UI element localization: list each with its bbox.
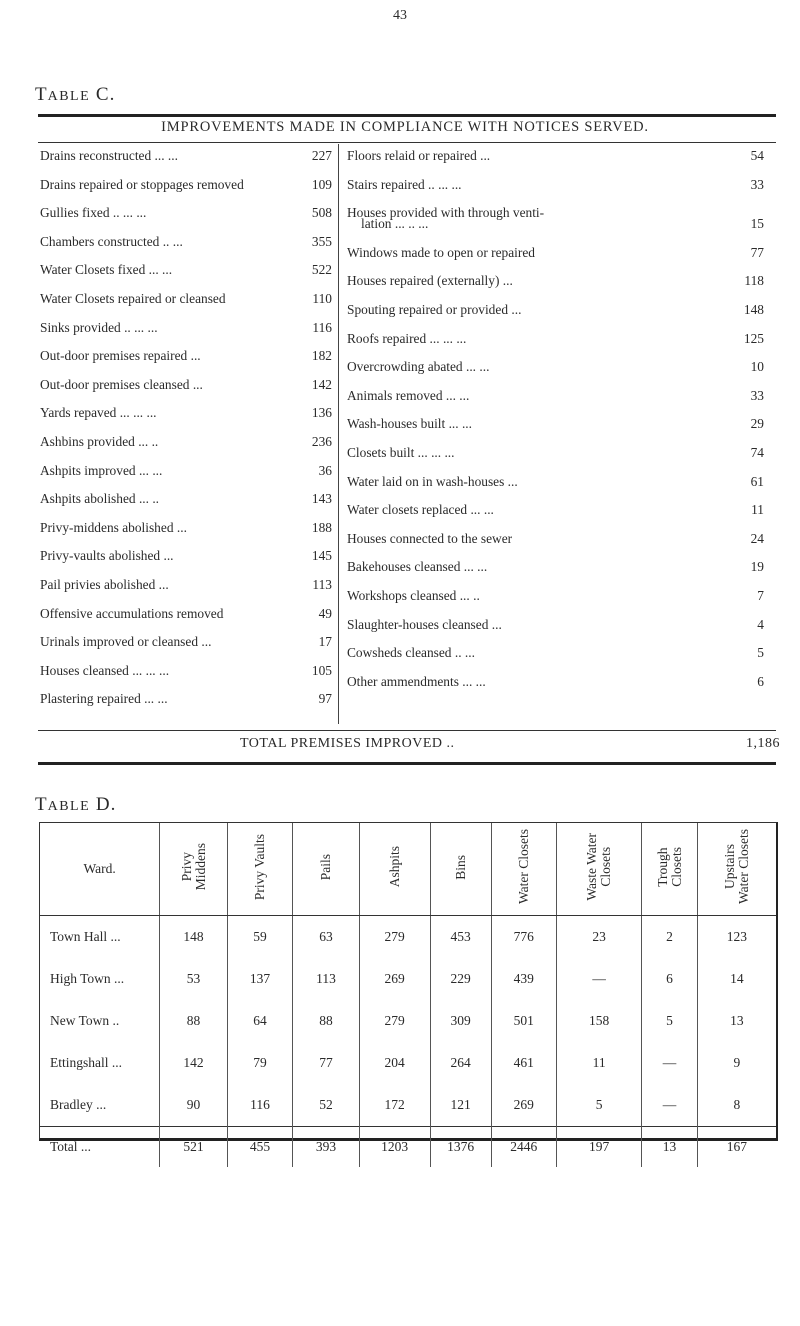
column-header bbox=[491, 823, 556, 916]
column-header-text: Privy Middens bbox=[178, 843, 208, 891]
list-item bbox=[347, 585, 764, 607]
table-cell: 142 bbox=[160, 1042, 228, 1084]
column-header bbox=[359, 823, 430, 916]
table-c-bottom-rule bbox=[38, 762, 776, 765]
item-label: Pail privies abolished ... bbox=[40, 577, 169, 592]
table-cell: 5 bbox=[556, 1084, 641, 1127]
ward-cell: Bradley ... bbox=[50, 1097, 107, 1112]
table-cell: 8 bbox=[697, 1084, 776, 1127]
item-label: Offensive accumulations removed bbox=[40, 605, 224, 621]
item-value: 29 bbox=[750, 416, 764, 432]
item-label: Windows made to open or repaired bbox=[347, 244, 535, 260]
item-value: 17 bbox=[318, 634, 332, 650]
item-label: Overcrowding abated ... ... bbox=[347, 359, 490, 375]
column-header-text: Pails bbox=[317, 853, 333, 881]
item-value: 113 bbox=[312, 577, 332, 592]
table-cell: 461 bbox=[491, 1042, 556, 1084]
table-cell: 79 bbox=[227, 1042, 292, 1084]
item-label: Water laid on in wash-houses ... bbox=[347, 473, 518, 489]
item-value: 10 bbox=[750, 359, 764, 375]
list-item bbox=[347, 145, 764, 167]
table-cell: 52 bbox=[293, 1084, 360, 1127]
item-value: 15 bbox=[750, 216, 764, 232]
list-item bbox=[40, 574, 332, 596]
item-label: Ashpits abolished ... .. bbox=[40, 491, 160, 507]
table-row bbox=[40, 916, 776, 959]
item-value: 236 bbox=[311, 434, 332, 449]
list-item bbox=[347, 642, 764, 664]
table-cell: 13 bbox=[697, 1000, 776, 1042]
list-item bbox=[347, 202, 764, 232]
list-item bbox=[347, 328, 764, 350]
table-d-label: TABLE D. bbox=[35, 794, 117, 815]
table-cell: 63 bbox=[293, 916, 360, 959]
table-cell: 279 bbox=[359, 916, 430, 959]
item-value: 7 bbox=[757, 588, 764, 603]
list-item bbox=[347, 528, 764, 550]
list-item bbox=[347, 471, 764, 493]
table-cell: 393 bbox=[293, 1127, 360, 1168]
list-item bbox=[40, 545, 332, 567]
list-item bbox=[40, 174, 332, 196]
table-c-header-rule bbox=[38, 142, 776, 143]
item-label: Spouting repaired or provided ... bbox=[347, 302, 522, 317]
table-cell: 11 bbox=[556, 1042, 641, 1084]
item-value: 355 bbox=[311, 233, 332, 249]
table-cell: 439 bbox=[491, 958, 556, 1000]
item-value: 143 bbox=[311, 491, 332, 507]
column-header bbox=[227, 823, 292, 916]
table-cell: 88 bbox=[293, 1000, 360, 1042]
column-header-text: Ashpits bbox=[386, 846, 402, 888]
item-label: Out-door premises cleansed ... bbox=[40, 376, 203, 392]
item-label: Houses repaired (externally) ... bbox=[347, 273, 513, 289]
item-label: Other ammendments ... ... bbox=[347, 673, 486, 689]
table-cell: 123 bbox=[697, 916, 776, 959]
list-item bbox=[347, 614, 764, 636]
list-item bbox=[347, 671, 764, 693]
table-c-label: TABLE C. bbox=[35, 84, 116, 105]
item-label: Bakehouses cleansed ... ... bbox=[347, 559, 488, 575]
item-value: 118 bbox=[744, 273, 764, 289]
ward-cell: Town Hall ... bbox=[50, 929, 121, 944]
item-value: 110 bbox=[312, 291, 332, 306]
table-cell: 453 bbox=[430, 916, 491, 959]
list-item bbox=[347, 499, 764, 521]
column-header bbox=[556, 823, 641, 916]
item-label: Plastering repaired ... ... bbox=[40, 691, 168, 707]
table-row bbox=[40, 1084, 776, 1127]
list-item bbox=[347, 442, 764, 464]
list-item bbox=[40, 517, 332, 539]
item-value: 24 bbox=[750, 530, 764, 546]
table-cell: 90 bbox=[160, 1084, 228, 1127]
item-label: Houses cleansed ... ... ... bbox=[40, 662, 170, 678]
item-value: 33 bbox=[750, 176, 764, 192]
item-label: Out-door premises repaired ... bbox=[40, 348, 201, 364]
item-value: 19 bbox=[750, 559, 764, 575]
item-value: 77 bbox=[750, 244, 764, 260]
table-cell: 501 bbox=[491, 1000, 556, 1042]
item-label: Ashbins provided ... .. bbox=[40, 434, 159, 449]
table-cell: 137 bbox=[227, 958, 292, 1000]
ward-cell: High Town ... bbox=[50, 971, 125, 986]
item-value: 142 bbox=[311, 376, 332, 392]
item-label: Water Closets repaired or cleansed bbox=[40, 291, 226, 306]
column-header-text: Water Closets bbox=[515, 829, 531, 905]
ward-cell: Ettingshall ... bbox=[50, 1055, 122, 1070]
column-header bbox=[642, 823, 697, 916]
column-header-text: Bins bbox=[452, 854, 468, 880]
table-cell: 1376 bbox=[430, 1127, 491, 1168]
item-label: Wash-houses built ... ... bbox=[347, 416, 473, 432]
table-c-column-divider bbox=[338, 144, 339, 724]
item-label-continued: lation ... .. ... bbox=[361, 216, 429, 232]
list-item bbox=[347, 356, 764, 378]
column-header-text: Trough Closets bbox=[654, 847, 684, 887]
item-value: 36 bbox=[318, 462, 332, 478]
column-header bbox=[430, 823, 491, 916]
table-cell: 264 bbox=[430, 1042, 491, 1084]
table-cell: 269 bbox=[491, 1084, 556, 1127]
item-label: Workshops cleansed ... .. bbox=[347, 588, 480, 603]
total-premises-value: 1,186 bbox=[746, 736, 780, 751]
column-header: Ward. bbox=[40, 823, 160, 916]
ward-cell: Total ... bbox=[40, 1127, 160, 1168]
table-row bbox=[40, 1042, 776, 1084]
item-label: Privy-middens abolished ... bbox=[40, 519, 187, 535]
item-label: Gullies fixed .. ... ... bbox=[40, 205, 147, 221]
item-label: Slaughter-houses cleansed ... bbox=[347, 616, 502, 632]
item-label: Drains repaired or stoppages removed bbox=[40, 176, 244, 192]
table-cell: 172 bbox=[359, 1084, 430, 1127]
table-total-row bbox=[40, 1127, 776, 1168]
table-cell: 167 bbox=[697, 1127, 776, 1168]
list-item bbox=[40, 603, 332, 625]
total-premises-label: TOTAL PREMISES IMPROVED .. bbox=[240, 736, 455, 751]
item-label: Closets built ... ... ... bbox=[347, 445, 455, 460]
item-value: 125 bbox=[743, 330, 764, 346]
item-value: 61 bbox=[750, 473, 764, 489]
table-cell: 204 bbox=[359, 1042, 430, 1084]
table-cell: 6 bbox=[642, 958, 697, 1000]
table-cell: 309 bbox=[430, 1000, 491, 1042]
list-item bbox=[347, 242, 764, 264]
table-cell: — bbox=[642, 1042, 697, 1084]
list-item bbox=[347, 385, 764, 407]
item-value: 109 bbox=[311, 176, 332, 192]
column-header bbox=[160, 823, 228, 916]
list-item bbox=[40, 231, 332, 253]
list-item bbox=[40, 688, 332, 710]
table-cell: — bbox=[642, 1084, 697, 1127]
column-header-text: Privy Vaults bbox=[252, 833, 267, 901]
table-cell: — bbox=[556, 958, 641, 1000]
item-label: Urinals improved or cleansed ... bbox=[40, 634, 212, 650]
ward-cell: New Town .. bbox=[50, 1013, 120, 1028]
list-item bbox=[40, 145, 332, 167]
item-label: Houses provided with through venti- bbox=[347, 205, 545, 221]
item-value: 5 bbox=[757, 645, 764, 661]
table-cell: 1203 bbox=[359, 1127, 430, 1168]
list-item bbox=[40, 288, 332, 310]
list-item bbox=[40, 259, 332, 281]
item-value: 136 bbox=[311, 405, 332, 421]
item-label: Roofs repaired ... ... ... bbox=[347, 330, 467, 346]
list-item bbox=[40, 402, 332, 424]
table-cell: 77 bbox=[293, 1042, 360, 1084]
table-cell: 23 bbox=[556, 916, 641, 959]
column-header bbox=[293, 823, 360, 916]
item-label: Water closets replaced ... ... bbox=[347, 502, 494, 518]
list-item bbox=[40, 345, 332, 367]
list-item bbox=[40, 317, 332, 339]
table-cell: 2 bbox=[642, 916, 697, 959]
item-value: 97 bbox=[318, 691, 332, 707]
item-label: Animals removed ... ... bbox=[347, 387, 470, 403]
item-label: Houses connected to the sewer bbox=[347, 530, 513, 546]
item-label: Ashpits improved ... ... bbox=[40, 462, 163, 478]
table-row bbox=[40, 958, 776, 1000]
table-cell: 14 bbox=[697, 958, 776, 1000]
table-cell: 158 bbox=[556, 1000, 641, 1042]
item-label: Drains reconstructed ... ... bbox=[40, 148, 178, 163]
list-item bbox=[347, 174, 764, 196]
table-cell: 279 bbox=[359, 1000, 430, 1042]
item-value: 4 bbox=[757, 616, 764, 632]
table-cell: 455 bbox=[227, 1127, 292, 1168]
item-value: 116 bbox=[312, 319, 332, 335]
item-value: 11 bbox=[751, 502, 764, 518]
list-item bbox=[40, 660, 332, 682]
item-label: Floors relaid or repaired ... bbox=[347, 148, 491, 163]
table-cell: 2446 bbox=[491, 1127, 556, 1168]
item-label: Sinks provided .. ... ... bbox=[40, 319, 158, 335]
item-label: Chambers constructed .. ... bbox=[40, 233, 183, 249]
table-cell: 229 bbox=[430, 958, 491, 1000]
table-cell: 64 bbox=[227, 1000, 292, 1042]
table-c-top-rule bbox=[38, 114, 776, 117]
item-value: 227 bbox=[311, 148, 332, 163]
list-item bbox=[347, 270, 764, 292]
item-value: 74 bbox=[750, 445, 764, 460]
table-cell: 53 bbox=[160, 958, 228, 1000]
item-label: Cowsheds cleansed .. ... bbox=[347, 645, 475, 661]
list-item bbox=[40, 374, 332, 396]
item-value: 33 bbox=[750, 387, 764, 403]
table-row bbox=[40, 1000, 776, 1042]
list-item bbox=[347, 556, 764, 578]
column-header-text: Waste Water Closets bbox=[584, 833, 614, 901]
item-label: Stairs repaired .. ... ... bbox=[347, 176, 462, 192]
item-label: Yards repaved ... ... ... bbox=[40, 405, 157, 421]
table-d-header-row bbox=[40, 823, 776, 916]
list-item bbox=[347, 413, 764, 435]
list-item bbox=[40, 431, 332, 453]
table-cell: 13 bbox=[642, 1127, 697, 1168]
column-header bbox=[697, 823, 776, 916]
table-cell: 521 bbox=[160, 1127, 228, 1168]
item-value: 522 bbox=[311, 262, 332, 278]
table-cell: 116 bbox=[227, 1084, 292, 1127]
table-cell: 776 bbox=[491, 916, 556, 959]
table-c-total-rule bbox=[38, 730, 776, 731]
table-cell: 269 bbox=[359, 958, 430, 1000]
item-label: Privy-vaults abolished ... bbox=[40, 548, 174, 564]
item-value: 508 bbox=[311, 205, 332, 221]
item-value: 105 bbox=[311, 662, 332, 678]
table-d bbox=[40, 823, 776, 1167]
list-item bbox=[40, 460, 332, 482]
item-value: 182 bbox=[311, 348, 332, 364]
table-cell: 59 bbox=[227, 916, 292, 959]
item-value: 54 bbox=[750, 148, 764, 163]
item-value: 145 bbox=[311, 548, 332, 564]
item-label: Water Closets fixed ... ... bbox=[40, 262, 173, 278]
item-value: 188 bbox=[311, 519, 332, 535]
table-cell: 5 bbox=[642, 1000, 697, 1042]
list-item bbox=[40, 202, 332, 224]
table-cell: 88 bbox=[160, 1000, 228, 1042]
item-value: 49 bbox=[318, 605, 332, 621]
list-item bbox=[347, 299, 764, 321]
page-number: 43 bbox=[393, 8, 407, 23]
table-cell: 197 bbox=[556, 1127, 641, 1168]
column-header-text: Upstairs Water Closets bbox=[721, 829, 751, 905]
list-item bbox=[40, 631, 332, 653]
list-item bbox=[40, 488, 332, 510]
item-value: 148 bbox=[743, 302, 764, 317]
item-value: 6 bbox=[757, 673, 764, 689]
table-cell: 9 bbox=[697, 1042, 776, 1084]
table-c-title: IMPROVEMENTS MADE IN COMPLIANCE WITH NOTICES SERVED. bbox=[161, 119, 649, 135]
table-cell: 121 bbox=[430, 1084, 491, 1127]
table-cell: 148 bbox=[160, 916, 228, 959]
table-cell: 113 bbox=[293, 958, 360, 1000]
